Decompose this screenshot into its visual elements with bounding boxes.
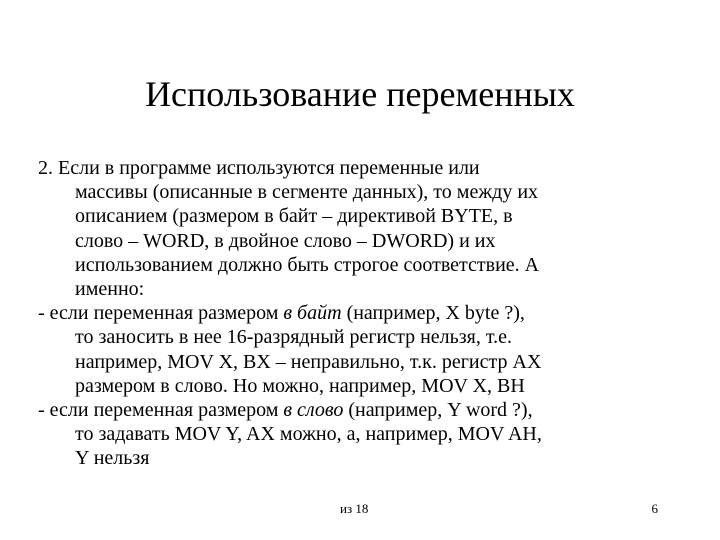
- body-line: [75, 374, 698, 398]
- emphasis-text: в байт: [283, 302, 342, 325]
- body-text: описанием (размером в байт – директивой BYTE, в: [75, 205, 513, 228]
- body-text: размером в слово. Но можно, например, MOV X, BH: [75, 374, 525, 397]
- body-text: например, MOV X, BX – неправильно, т.к. регистр AX: [75, 350, 542, 373]
- body-text: то заносить в нее 16-разрядный регистр нельзя, т.е.: [75, 326, 512, 349]
- body-line: [38, 156, 698, 180]
- body-text: - если переменная размером: [38, 399, 284, 422]
- body-line: [75, 446, 698, 470]
- body-text: слово – WORD, в двойное слово – DWORD) и их: [75, 229, 496, 252]
- emphasis-text: в слово: [283, 399, 344, 422]
- body-line: [75, 229, 698, 253]
- body-text: именно:: [75, 278, 145, 301]
- body-text: (например, X byte ?),: [341, 302, 525, 325]
- body-line: [75, 180, 698, 204]
- body-line: [38, 398, 698, 422]
- body-line: [75, 253, 698, 277]
- body-text: Y нельзя: [75, 447, 150, 470]
- body-text: то задавать MOV Y, AX можно, а, например, MOV AH,: [75, 423, 542, 446]
- paragraph-3: [38, 398, 698, 471]
- slide-body: [38, 156, 698, 471]
- body-text: (например, Y word ?),: [343, 399, 533, 422]
- paragraph-2: [38, 301, 698, 398]
- body-text: 2. Если в программе используются переменные или: [38, 157, 480, 179]
- body-text: - если переменная размером: [38, 302, 284, 325]
- body-line: [75, 422, 698, 446]
- body-line: [75, 350, 698, 374]
- paragraph-1: [38, 156, 698, 301]
- slide-title: Использование переменных: [145, 74, 575, 114]
- body-text: использованием должно быть строгое соответствие. А: [75, 253, 540, 276]
- page-count-label: из 18: [340, 501, 369, 516]
- body-text: массивы (описанные в сегменте данных), то между их: [75, 181, 539, 204]
- body-line: [38, 301, 698, 325]
- slide-number: 6: [651, 501, 658, 516]
- body-line: [75, 325, 698, 349]
- body-line: [75, 277, 698, 301]
- body-line: [75, 204, 698, 228]
